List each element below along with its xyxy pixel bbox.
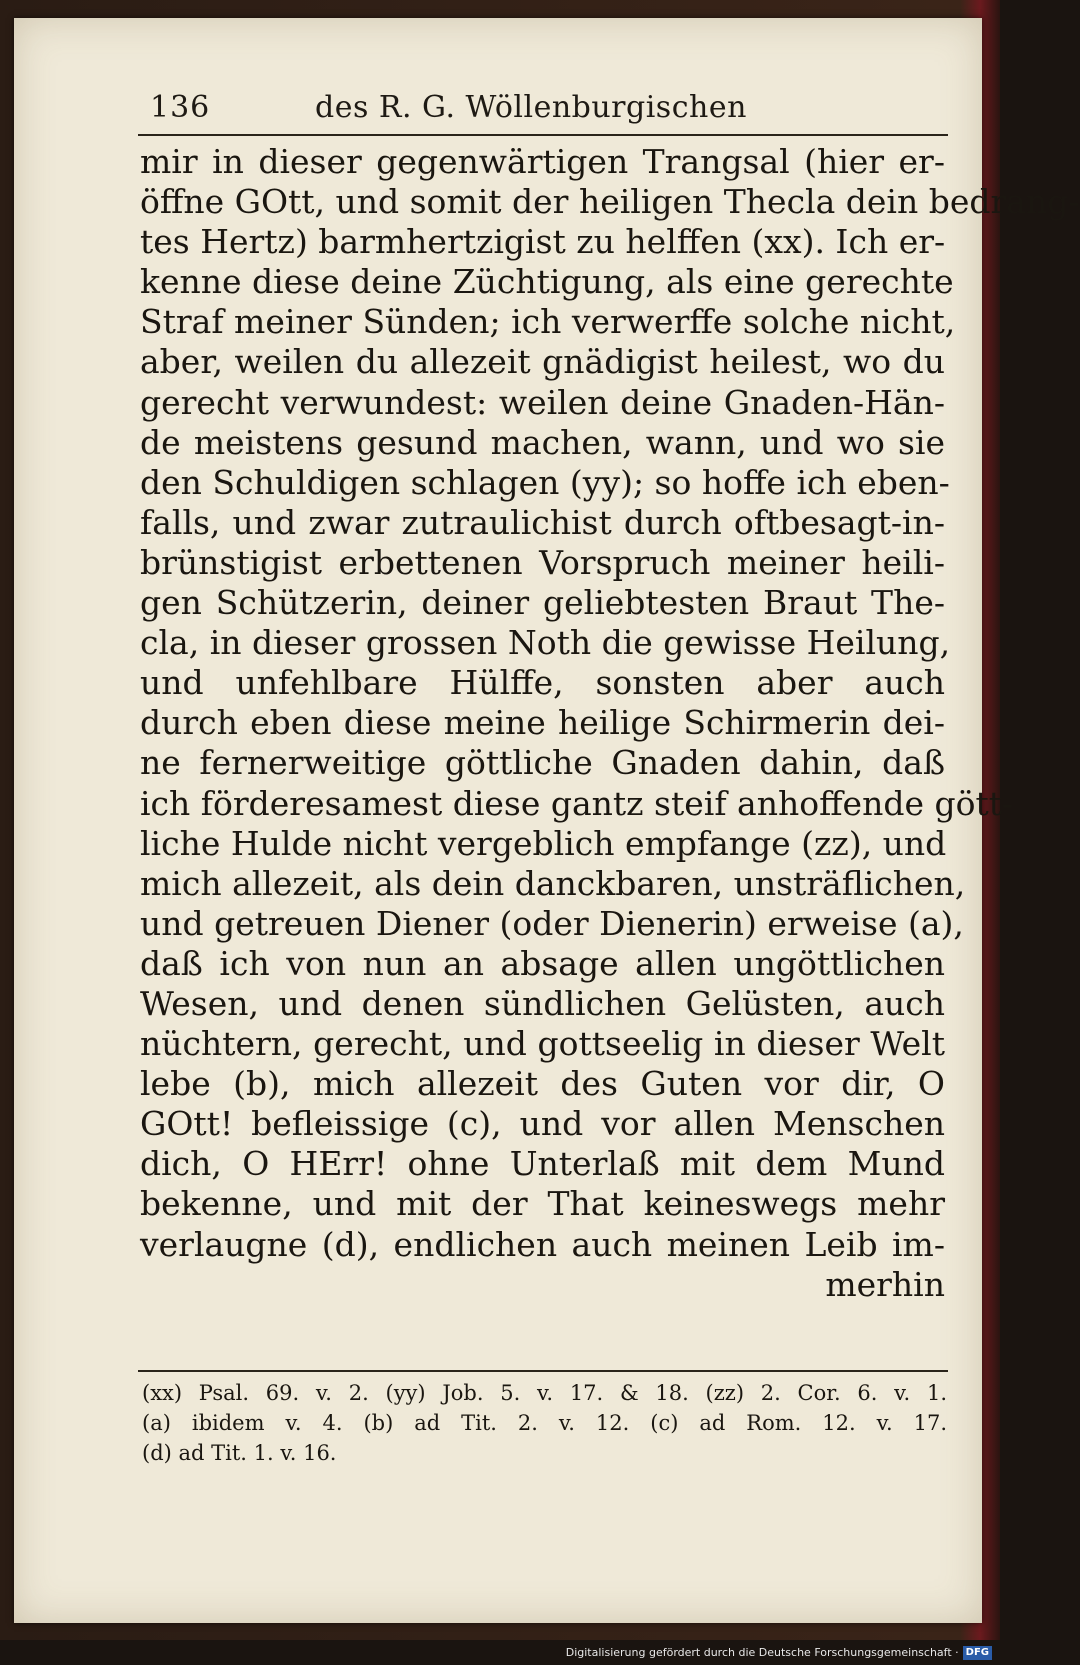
footnote-line: (xx) Psal. 69. v. 2. (yy) Job. 5. v. 17. & 18. (zz) 2. Cor. 6. v. 1. [142, 1381, 947, 1405]
text-line: mich allezeit, als dein danckbaren, unsträflichen, [140, 863, 966, 903]
text-line: daß ich von nun an absage allen ungöttlichen [140, 943, 945, 983]
text-line: brünstigist erbettenen Vorspruch meiner heili- [140, 542, 945, 582]
text-line: den Schuldigen schlagen (yy); so hoffe ich eben- [140, 462, 950, 502]
footnotes [142, 1378, 947, 1468]
text-line: mir in dieser gegenwärtigen Trangsal (hier er- [140, 142, 945, 181]
text-line: gerecht verwundest: weilen deine Gnaden-Hän- [140, 382, 945, 422]
body-text [140, 142, 1080, 1305]
text-line: liche Hulde nicht vergeblich empfange (zz), und [140, 823, 947, 863]
text-line: gen Schützerin, deiner geliebtesten Braut The- [140, 583, 945, 623]
page-header [140, 82, 940, 132]
text-line: de meistens gesund machen, wann, und wo sie [140, 422, 945, 462]
digitization-credit [560, 1644, 992, 1662]
text-line: kenne diese deine Züchtigung, als eine gerechte [140, 262, 954, 302]
footnote-rule [138, 1370, 948, 1372]
text-line: nüchtern, gerecht, und gottseelig in dieser Welt [140, 1024, 945, 1064]
text-line: falls, und zwar zutraulichist durch oftbesagt-in- [140, 502, 945, 542]
text-line: tes Hertz) barmhertzigist zu helffen (xx). Ich er- [140, 222, 946, 262]
footnote-line: (d) ad Tit. 1. v. 16. [142, 1441, 337, 1465]
text-line: ich förderesamest diese gantz steif anhoffende gött- [140, 783, 1014, 823]
text-line: verlaugne (d), endlichen auch meinen Leib im- [140, 1224, 945, 1264]
text-line: öffne GOtt, und somit der heiligen Thecla dein bedrang- [140, 182, 1080, 222]
text-line: und unfehlbare Hülffe, sonsten aber auch [140, 663, 945, 703]
footnote-line: (a) ibidem v. 4. (b) ad Tit. 2. v. 12. (c) ad Rom. 12. v. 17. [142, 1411, 947, 1435]
catchword: merhin [825, 1264, 945, 1304]
text-line: dich, O HErr! ohne Unterlaß mit dem Mund [140, 1144, 945, 1184]
text-line: Straf meiner Sünden; ich verwerffe solche nicht, [140, 302, 956, 342]
credit-text: Digitalisierung gefördert durch die Deutsche Forschungsgemeinschaft · [565, 1646, 959, 1659]
text-line: ne fernerweitige göttliche Gnaden dahin, daß [140, 743, 945, 783]
text-line: aber, weilen du allezeit gnädigist heilest, wo du [140, 342, 945, 382]
text-line: durch eben diese meine heilige Schirmerin dei- [140, 703, 945, 743]
header-rule [138, 134, 948, 136]
running-head: des R. G. Wöllenburgischen [315, 90, 747, 125]
text-line: lebe (b), mich allezeit des Guten vor dir, O [140, 1064, 945, 1104]
text-line: Wesen, und denen sündlichen Gelüsten, auch [140, 983, 945, 1023]
text-line: GOtt! befleissige (c), und vor allen Menschen [140, 1104, 945, 1144]
text-line: und getreuen Diener (oder Dienerin) erweise (a), [140, 903, 964, 943]
dfg-logo: DFG [963, 1646, 992, 1660]
page-number: 136 [150, 90, 211, 125]
text-line: bekenne, und mit der That keineswegs mehr [140, 1184, 945, 1224]
text-line: cla, in dieser grossen Noth die gewisse Heilung, [140, 623, 951, 663]
